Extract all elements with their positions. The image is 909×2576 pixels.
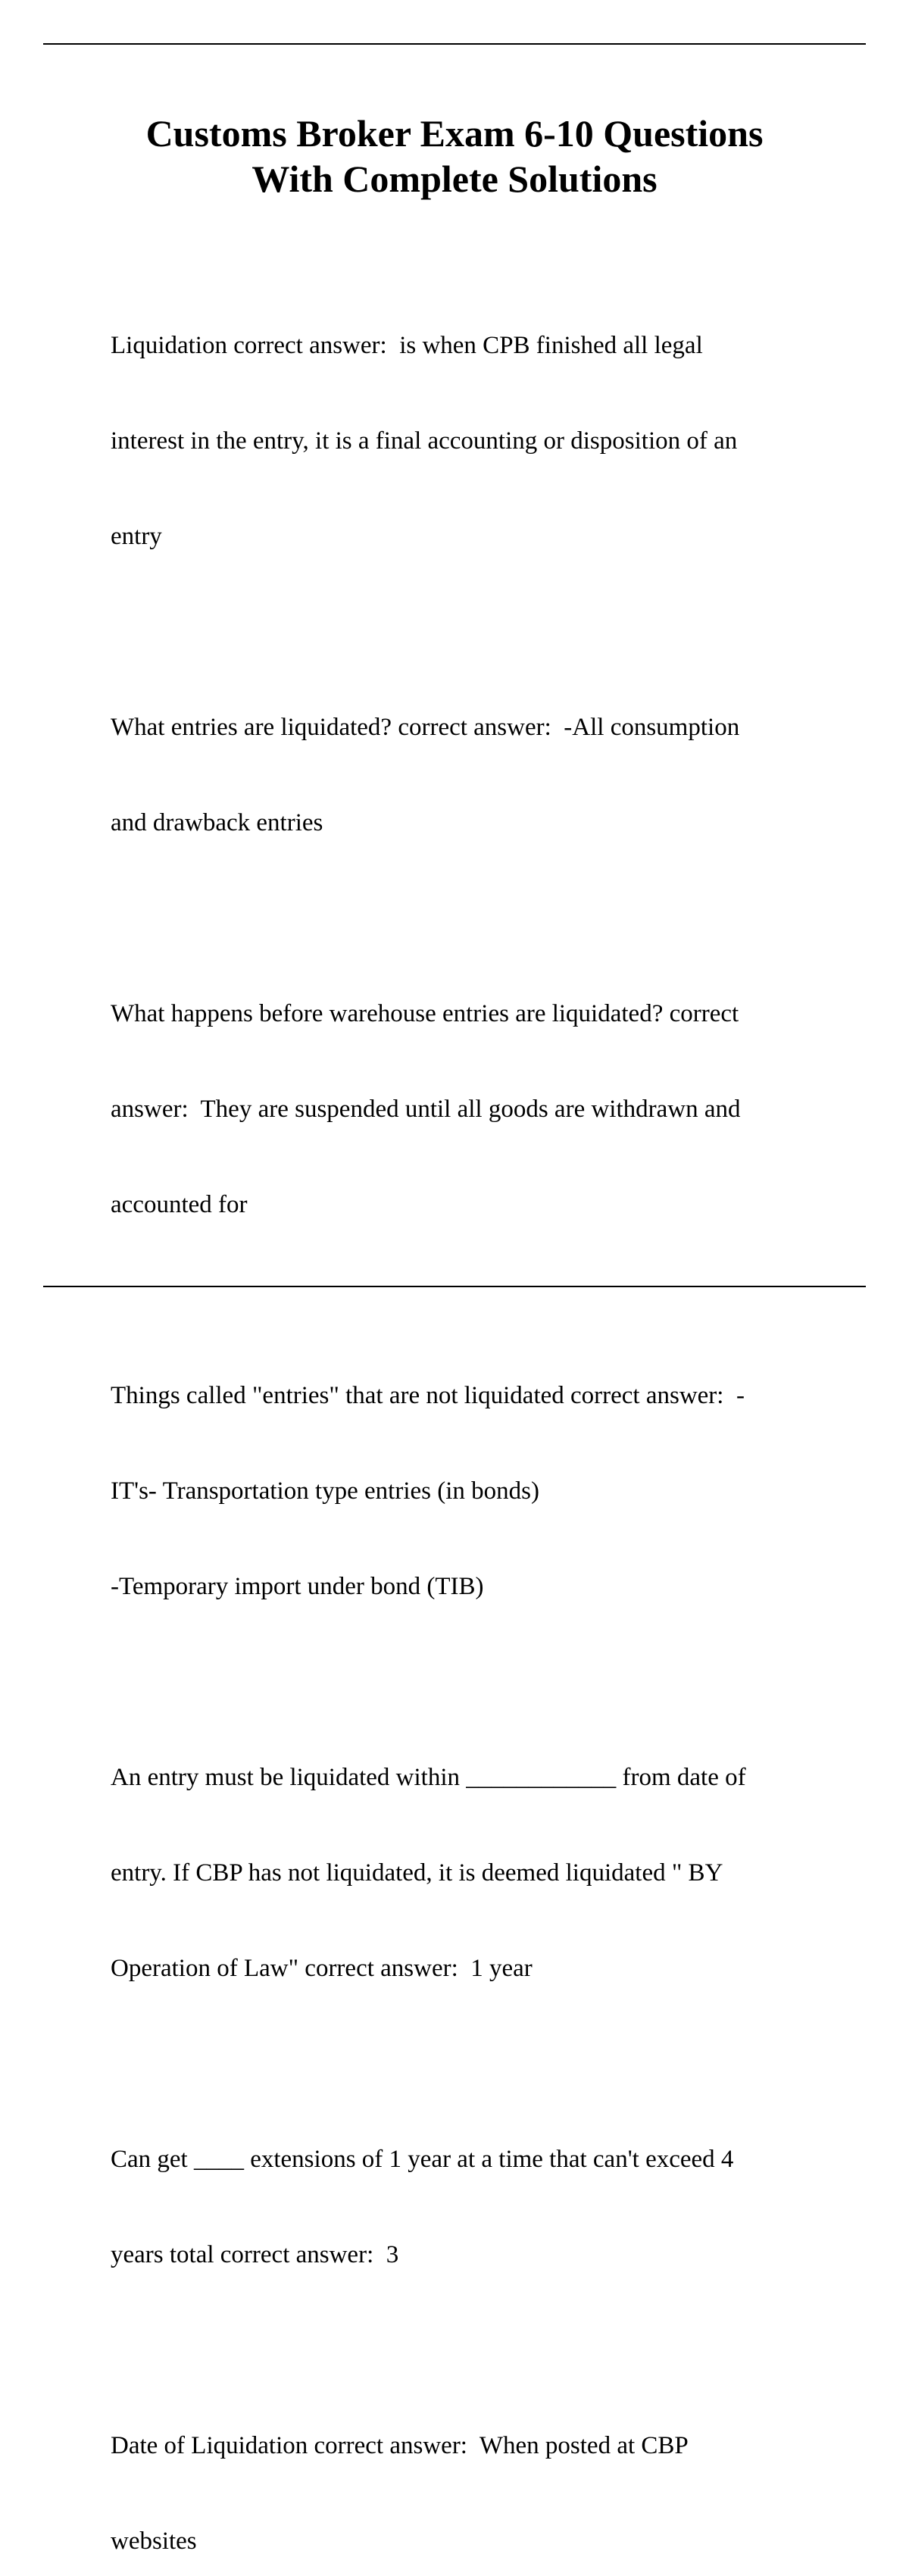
qa-line: accounted for — [111, 1191, 248, 1218]
qa-list — [111, 266, 823, 2576]
title-line: With Complete Solutions — [251, 158, 658, 200]
qa-line: websites — [111, 2528, 197, 2555]
qa-item-warehouse-entries — [111, 934, 823, 1284]
qa-line: years total correct answer: 3 — [111, 2241, 399, 2268]
title-line: Customs Broker Exam 6-10 Questions — [145, 112, 764, 155]
qa-item-liquidation — [111, 266, 823, 616]
qa-line: An entry must be liquidated within ____________ from date of — [111, 1764, 746, 1791]
qa-item-date-of-liquidation — [111, 2366, 823, 2576]
qa-item-entries-liquidated — [111, 648, 823, 902]
qa-line: entry — [111, 523, 162, 550]
qa-line: Can get ____ extensions of 1 year at a time that can't exceed 4 — [111, 2146, 734, 2173]
qa-line: Operation of Law" correct answer: 1 year — [111, 1955, 533, 1982]
qa-line: interest in the entry, it is a final accounting or disposition of an — [111, 427, 738, 455]
top-rule — [43, 43, 866, 45]
qa-line: IT's- Transportation type entries (in bonds) — [111, 1477, 539, 1505]
qa-line: Date of Liquidation correct answer: When posted at CBP — [111, 2432, 689, 2459]
bottom-rule — [43, 1286, 866, 1287]
qa-line: What entries are liquidated? correct answer: -All consumption — [111, 714, 740, 741]
document-title — [76, 111, 833, 202]
qa-line: answer: They are suspended until all goods are withdrawn and — [111, 1096, 741, 1123]
qa-line: Things called "entries" that are not liquidated correct answer: - — [111, 1382, 745, 1409]
qa-line: Liquidation correct answer: is when CPB finished all legal — [111, 332, 703, 359]
qa-line: entry. If CBP has not liquidated, it is deemed liquidated " BY — [111, 1859, 723, 1887]
qa-line: -Temporary import under bond (TIB) — [111, 1573, 484, 1600]
qa-line: and drawback entries — [111, 809, 323, 836]
qa-item-not-liquidated — [111, 1316, 823, 1666]
qa-item-extensions — [111, 2080, 823, 2334]
qa-line: What happens before warehouse entries are liquidated? correct — [111, 1000, 739, 1027]
qa-item-liquidation-deadline — [111, 1698, 823, 2048]
